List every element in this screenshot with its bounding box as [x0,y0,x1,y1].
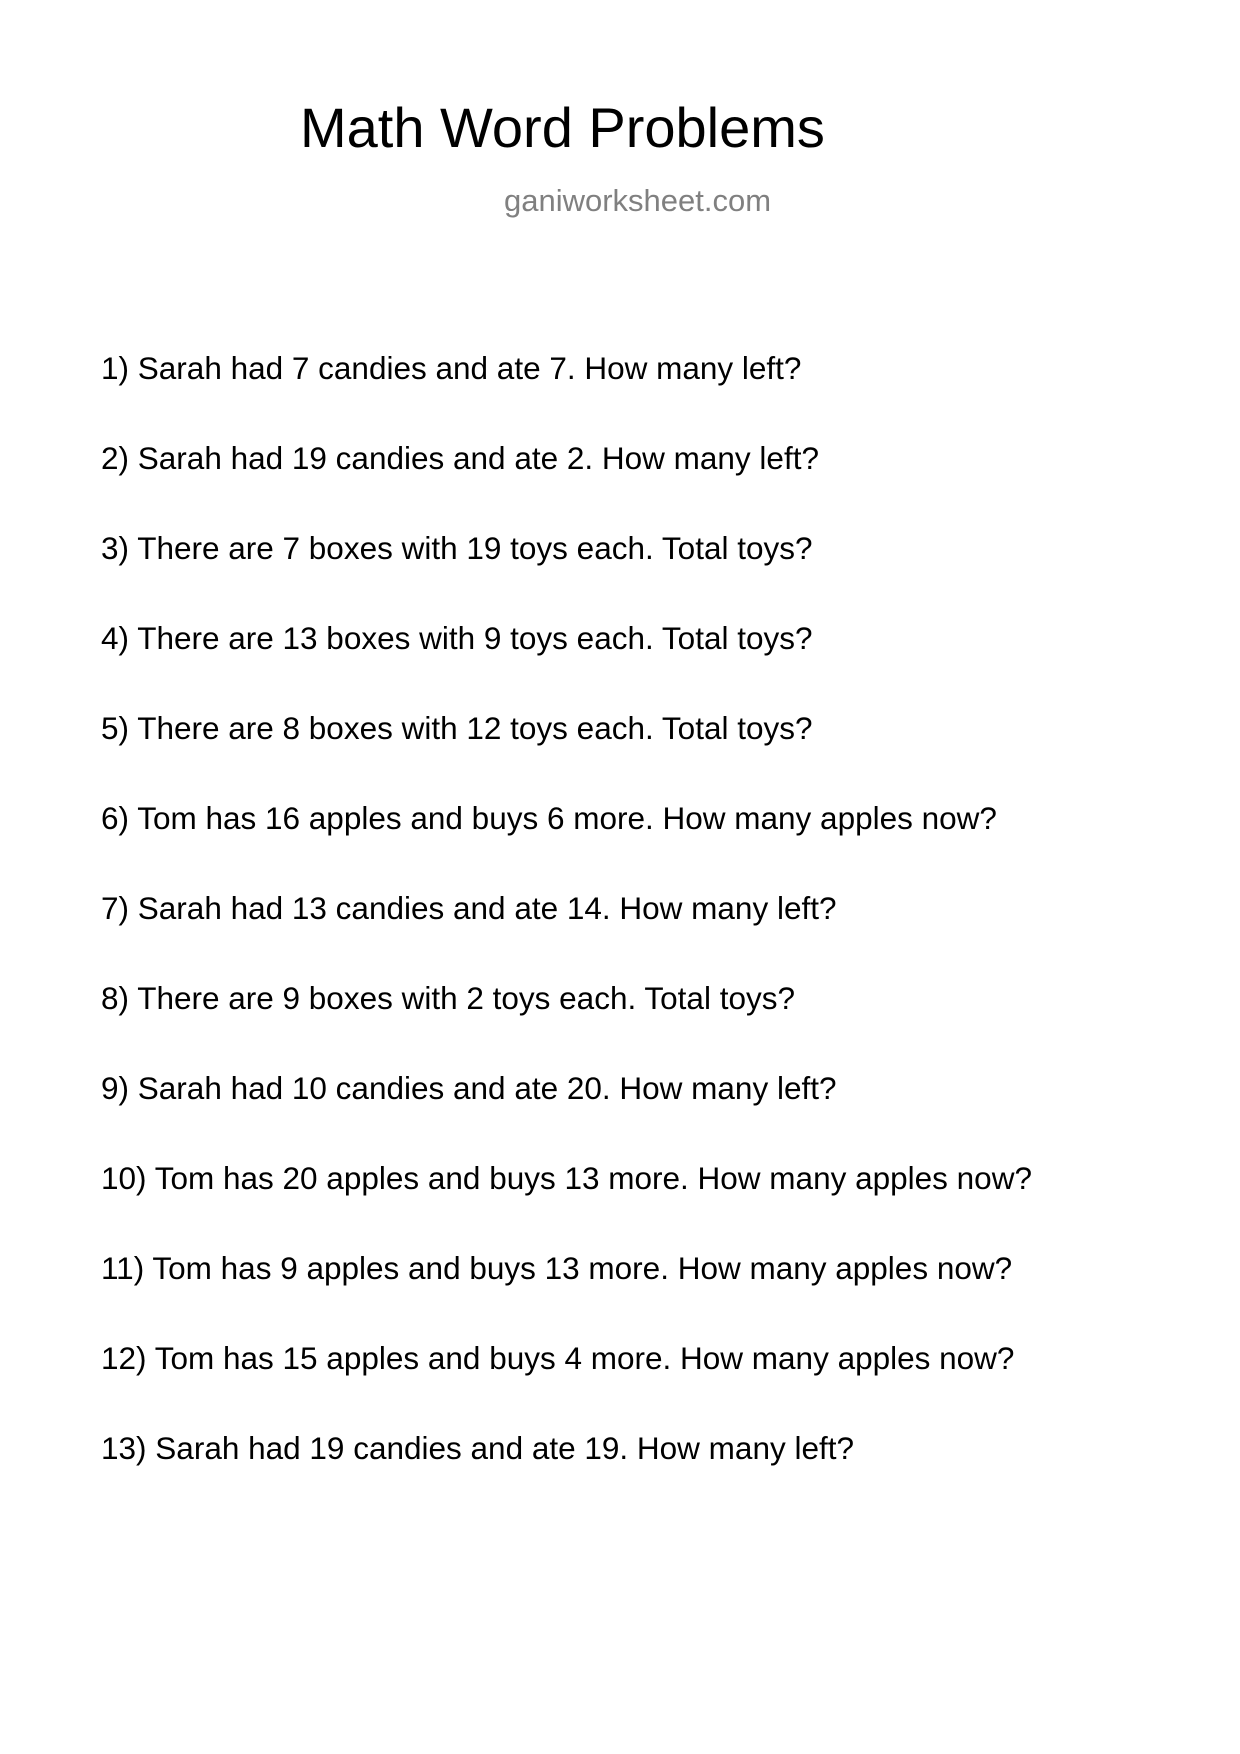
problem-item [101,1160,1032,1198]
problem-text: Sarah had 19 candies and ate 2. How many left? [137,440,819,476]
problem-number: 9) [101,1070,130,1106]
problem-item [101,710,813,748]
problem-number: 11) [101,1250,145,1286]
problem-item [101,350,801,388]
problem-number: 8) [101,980,130,1016]
problem-number: 2) [101,440,130,476]
problem-item [101,800,997,838]
problem-number: 13) [101,1430,147,1466]
problem-item [101,1070,837,1108]
problem-text: Sarah had 13 candies and ate 14. How many left? [137,890,837,926]
problem-number: 6) [101,800,130,836]
problem-item [101,1340,1014,1378]
problem-item [101,890,837,928]
problem-item [101,1250,1012,1288]
problem-text: Tom has 16 apples and buys 6 more. How many apples now? [137,800,997,836]
problem-item [101,980,795,1018]
problem-number: 1) [101,350,130,386]
problem-text: There are 13 boxes with 9 toys each. Total toys? [137,620,813,656]
page-title: Math Word Problems [300,96,825,159]
problem-item [101,530,813,568]
problem-text: There are 9 boxes with 2 toys each. Total toys? [137,980,795,1016]
problem-number: 4) [101,620,130,656]
problem-text: Sarah had 19 candies and ate 19. How many left? [155,1430,855,1466]
problem-number: 10) [101,1160,147,1196]
problem-text: Tom has 15 apples and buys 4 more. How many apples now? [154,1340,1015,1376]
problem-text: There are 8 boxes with 12 toys each. Total toys? [137,710,813,746]
problem-number: 5) [101,710,130,746]
problem-number: 12) [101,1340,147,1376]
problem-item [101,440,819,478]
problem-text: Sarah had 7 candies and ate 7. How many left? [137,350,802,386]
website-label: ganiworksheet.com [504,183,772,218]
problem-number: 7) [101,890,130,926]
problem-text: Tom has 9 apples and buys 13 more. How many apples now? [152,1250,1013,1286]
problem-text: Tom has 20 apples and buys 13 more. How many apples now? [154,1160,1032,1196]
problem-number: 3) [101,530,130,566]
problem-item [101,1430,854,1468]
problem-text: Sarah had 10 candies and ate 20. How many left? [137,1070,837,1106]
problem-item [101,620,813,658]
problem-text: There are 7 boxes with 19 toys each. Total toys? [137,530,813,566]
